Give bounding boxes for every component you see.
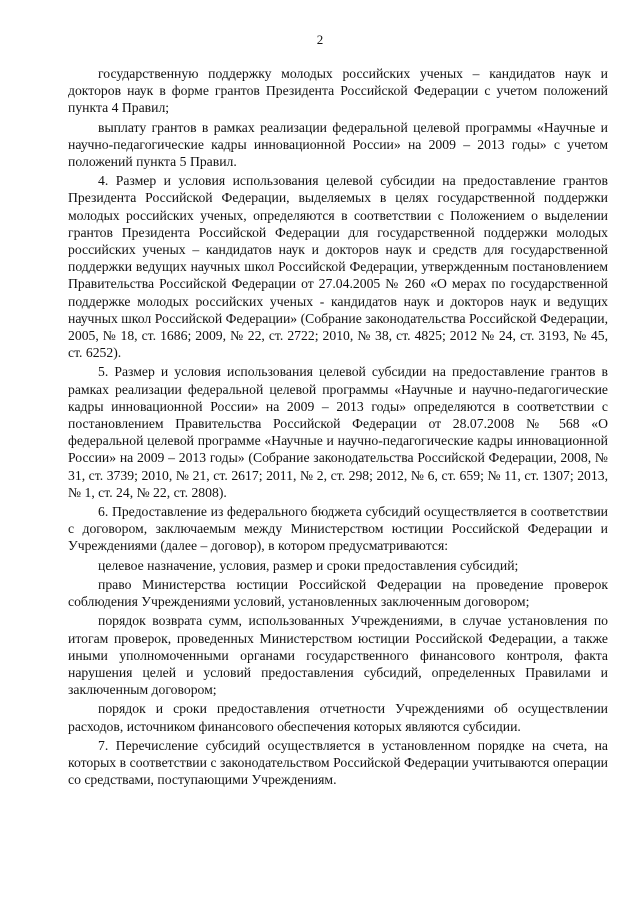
paragraph-reporting: порядок и сроки предоставления отчетности Учреждениями об осуществлении расходов, источником финансового обеспечения которых являются субсидии. xyxy=(68,701,608,734)
paragraph-refund-procedure: порядок возврата сумм, использованных Учреждениями, в случае установления по итогам проверок, проведенных Министерством юстиции Российской Федерации, а также иными уполномоченными органами государственного финансового контроля, факта нарушения целей и условий предоставления субсидий, определенных Правилами и заключенным договором; xyxy=(68,613,608,698)
paragraph-grants-young-scientists: государственную поддержку молодых российских ученых – кандидатов наук и докторов наук в форме грантов Президента Российской Федерации с учетом положений пункта 4 Правил; xyxy=(68,66,608,116)
paragraph-purpose: целевое назначение, условия, размер и сроки предоставления субсидий; xyxy=(98,557,519,573)
paragraph-clause-5: 5. Размер и условия использования целевой субсидии на предоставление грантов в рамках реализации федеральной целевой программы «Научные и научно-педагогические кадры инновационной России» на 2009 – 2013 годы» определяются в соответствии с постановлением Правительства Российской Федерации от 28.07.2008 № 568 «О федеральной целевой программе «Научные и научно-педагогические кадры инновационной России» на 2009 – 2013 годы» (Собрание законодательства Российской Федерации, 2008, № 31, ст. 3739; 2010, № 21, ст. 2617; 2011, № 2, ст. 298; 2012, № 6, ст. 659; № 11, ст. 1307; 2013, № 1, ст. 24, № 22, ст. 2808). xyxy=(68,364,608,500)
paragraph-grants-program: выплату грантов в рамках реализации федеральной целевой программы «Научные и научно-педагогические кадры инновационной России» на 2009 – 2013 годы» с учетом положений пункта 5 Правил. xyxy=(68,119,608,170)
paragraph-clause-4: 4. Размер и условия использования целевой субсидии на предоставление грантов Президента Российской Федерации, выделяемых в целях государственной поддержки молодых российских ученых, определяются в соответствии с Положением о выделении грантов Президента Российской Федерации для государственной поддержки молодых российских ученых – кандидатов наук и докторов наук и средств для государственной поддержки ведущих научных школ Российской Федерации, утвержденным постановлением Правительства Российской Федерации от 27.04.2005 № 260 «О мерах по государственной поддержке молодых российских ученых - кандидатов наук и докторов наук и ведущих научных школ Российской Федерации» (Собрание законодательства Российской Федерации, 2005, № 18, ст. 1686; 2009, № 22, ст. 2722; 2010, № 38, ст. 4825; 2012 № 24, ст. 3193, № 45, ст. 6252). xyxy=(68,173,608,361)
paragraph-clause-6: 6. Предоставление из федерального бюджета субсидий осуществляется в соответствии с договором, заключаемым между Министерством юстиции Российской Федерации и Учреждениями (далее – договор), в котором предусматриваются: xyxy=(68,504,608,554)
document-body xyxy=(68,65,608,788)
paragraph-clause-7: 7. Перечисление субсидий осуществляется в установленном порядке на счета, на которых в соответствии с законодательством Российской Федерации учитываются операции со средствами, поступающими Учреждениям. xyxy=(68,737,608,788)
paragraph-inspection-right: право Министерства юстиции Российской Федерации на проведение проверок соблюдения Учреждениями условий, установленных заключенным договором; xyxy=(68,576,608,610)
page-number: 2 xyxy=(316,32,324,47)
